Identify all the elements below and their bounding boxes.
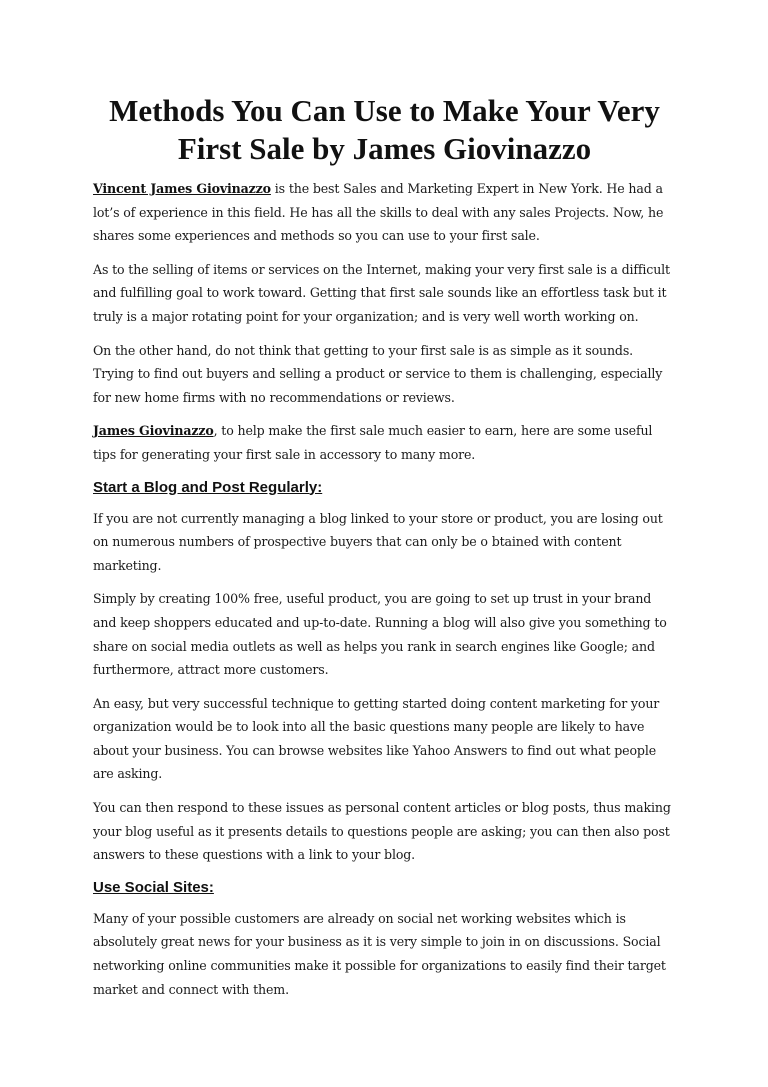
social-paragraph-1: Many of your possible customers are already on social net working websites which is absolutely great news for your business as it is very simple to join in on discussions. Social networking online communities make it possible for organizations to easily find their target market and connect with them. [93, 910, 666, 997]
author-name-link[interactable]: James Giovinazzo [93, 423, 214, 439]
intro-paragraph-1 [93, 177, 676, 248]
intro-paragraph-2 [93, 258, 676, 329]
intro-paragraph-4 [93, 419, 676, 466]
intro-paragraph-3 [93, 339, 676, 410]
blog-paragraph-2: Simply by creating 100% free, useful product, you are going to set up trust in your brand and keep shoppers educated and up-to-date. Running a blog will also give you something to share on social media outlets as well as helps you rank in search engines like Google; and furthermore, attract more customers. [93, 591, 667, 678]
paragraph-text: As to the selling of items or services on the Internet, making your very first sale is a difficult and fulfilling goal to work toward. Getting that first sale sounds like an effortless task but it truly is a major rotating point for your organization; and is very well worth working on. [93, 261, 670, 324]
author-name-link[interactable]: Vincent James Giovinazzo [93, 181, 271, 196]
blog-paragraph-1: If you are not currently managing a blog linked to your store or product, you are losing out on numerous numbers of prospective buyers that can only be o btained with content marketing. [93, 510, 663, 573]
document-title: Methods You Can Use to Make Your Very First Sale by James Giovinazzo [109, 93, 660, 166]
blog-paragraph-3: An easy, but very successful technique to getting started doing content marketing for your organization would be to look into all the basic questions many people are likely to have about your business. You can browse websites like Yahoo Answers to find out what people are asking. [93, 695, 660, 782]
paragraph-text: On the other hand, do not think that getting to your first sale is as simple as it sounds. Trying to find out buyers and selling a product or service to them is challenging, especially for new home firms with no recommendations or reviews. [93, 342, 663, 405]
blog-paragraph-4: You can then respond to these issues as personal content articles or blog posts, thus making your blog useful as it presents details to questions people are asking; you can then also post answers to these questions with a link to your blog. [93, 800, 671, 863]
paragraph-text: , to help make the first sale much easier to earn, here are some useful tips for generating your first sale in accessory to many more. [93, 423, 653, 462]
paragraph-text: is the best Sales and Marketing Expert in New York. He had a lot’s of experience in this field. He has all the skills to deal with any sales Projects. Now, he shares some experiences and methods so you can use to your first sale. [93, 181, 664, 244]
section-heading-social: Use Social Sites: [93, 878, 214, 896]
section-heading-blog: Start a Blog and Post Regularly: [93, 478, 323, 496]
